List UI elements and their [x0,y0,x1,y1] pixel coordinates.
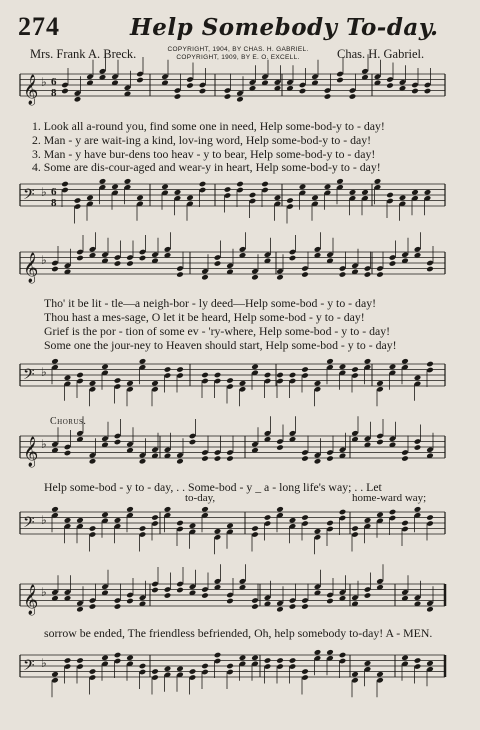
bass-clef-icon: 𝄢 [23,186,35,207]
note-head [74,197,82,204]
note-head [386,82,394,89]
note-head [324,183,332,190]
note-head [414,657,422,664]
note-head [251,603,259,610]
note-head [76,657,84,664]
note-head [139,663,147,670]
note-head [214,260,222,267]
note-head [364,660,372,667]
bass-clef-icon: 𝄢 [23,366,35,387]
note-head [189,522,197,529]
note-head [199,88,207,95]
note-head [276,506,284,513]
note-head [326,455,334,462]
note-head [414,374,422,381]
note-head [139,255,147,262]
flat-icon: ♭ [41,585,47,600]
note-head [364,592,372,599]
note-head [426,606,434,613]
note-head [176,587,184,594]
note-head [426,361,434,368]
note-head [249,192,257,199]
verse-line: 1. Look all a-round you, find some one in need, Help some-bod-y to - day! [32,119,385,133]
flat-icon: ♭ [41,656,47,671]
note-head [424,189,432,196]
note-head [201,274,209,281]
note-head [339,509,347,516]
verse-line: Some one the jour-ney to Heaven should start, Help some-bod - y to - day! [44,338,397,352]
note-head [361,189,369,196]
note-head [251,363,259,370]
time-signature: 8 [51,197,57,209]
chorus-echo-text: to-day, [185,492,216,504]
note-head [189,668,197,675]
flat-icon: ♭ [41,75,47,90]
note-head [301,271,309,278]
flat-icon: ♭ [41,513,47,528]
note-head [214,372,222,379]
note-head [264,514,272,521]
note-head [236,96,244,103]
note-head [339,363,347,370]
note-head [161,183,169,190]
note-head [164,592,172,599]
note-head [89,380,97,387]
note-head [376,271,384,278]
note-head [299,183,307,190]
note-head [251,654,259,661]
note-head [139,525,147,532]
note-head [101,511,109,518]
note-head [86,194,94,201]
note-head [214,455,222,462]
note-head [74,96,82,103]
note-head [264,657,272,664]
note-head [414,444,422,451]
note-head [186,82,194,89]
note-head [286,197,294,204]
note-head [224,93,232,100]
note-head [124,178,132,185]
note-head [201,372,209,379]
note-head [214,652,222,659]
note-head [224,186,232,193]
hymn-title: Help Somebody To-day. [130,14,439,41]
note-head [126,380,134,387]
note-head [164,366,172,373]
chorus-echo-text: home-ward way; [352,492,427,504]
note-head [226,377,234,384]
note-head [64,657,72,664]
chorus-line: Help some-bod - y to - day, . . Some-bod - y _ a - long life's way; . . Let [44,480,382,494]
note-head [151,587,159,594]
time-signature: 8 [51,87,57,99]
note-head [351,671,359,678]
note-head [289,657,297,664]
note-head [126,506,134,513]
note-head [176,271,184,278]
note-head [426,660,434,667]
hymn-number: 274 [18,12,60,41]
time-signature: 6 [51,186,57,198]
note-head [401,654,409,661]
note-head [311,194,319,201]
note-head [226,598,234,605]
note-head [174,189,182,196]
note-head [386,192,394,199]
note-head [76,517,84,524]
note-head [364,517,372,524]
note-head [314,528,322,535]
note-head [189,439,197,446]
note-head [301,455,309,462]
note-head [274,194,282,201]
note-head [226,455,234,462]
note-head [261,181,269,188]
note-head [236,181,244,188]
note-head [276,372,284,379]
note-head [76,606,84,613]
note-head [114,652,122,659]
note-head [289,603,297,610]
note-head [424,88,432,95]
flat-icon: ♭ [41,185,47,200]
note-head [289,517,297,524]
note-head [411,189,419,196]
note-head [301,366,309,373]
note-head [51,671,59,678]
chorus-line: sorrow be ended, The friendless befriended, Oh, help somebody to-day! A - MEN. [44,626,433,640]
note-head [89,603,97,610]
note-head [289,372,297,379]
note-head [326,598,334,605]
note-head [51,266,59,273]
note-head [426,266,434,273]
note-head [374,178,382,185]
note-head [151,668,159,675]
note-head [276,444,284,451]
note-head [299,88,307,95]
treble-clef-icon: 𝄞 [23,437,39,467]
author-credit: Mrs. Frank A. Breck. [30,47,137,61]
note-head [376,380,384,387]
note-head [136,77,144,84]
note-head [51,358,59,365]
note-head [99,178,107,185]
note-head [76,255,84,262]
note-head [376,511,384,518]
note-head [76,372,84,379]
note-head [201,506,209,513]
flat-icon: ♭ [41,365,47,380]
note-head [401,455,409,462]
note-head [336,77,344,84]
note-head [89,525,97,532]
note-head [126,654,134,661]
note-head [61,88,69,95]
note-head [389,509,397,516]
note-head [401,520,409,527]
note-head [101,654,109,661]
note-head [226,663,234,670]
note-head [314,649,322,656]
note-head [399,194,407,201]
note-head [351,525,359,532]
time-signature: 6 [51,76,57,88]
bass-clef-icon: 𝄢 [23,657,35,678]
note-head [239,654,247,661]
verse-line: Grief is the por - tion of some ev - 'ry-where, Help some-bod - y to - day! [44,324,391,338]
note-head [326,358,334,365]
note-head [151,514,159,521]
bass-clef-icon: 𝄢 [23,514,35,535]
note-head [139,358,147,365]
note-head [389,363,397,370]
note-head [176,366,184,373]
note-head [114,517,122,524]
note-head [314,380,322,387]
note-head [314,458,322,465]
note-head [414,506,422,513]
note-head [126,260,134,267]
note-head [336,178,344,185]
treble-clef-icon: 𝄞 [23,253,39,283]
note-head [276,657,284,664]
treble-clef-icon: 𝄞 [23,75,39,105]
note-head [126,598,134,605]
note-head [199,181,207,188]
note-head [339,652,347,659]
note-head [101,363,109,370]
note-head [301,603,309,610]
note-head [186,194,194,201]
note-head [111,183,119,190]
note-head [326,520,334,527]
note-head [389,260,397,267]
note-head [214,528,222,535]
note-head [239,380,247,387]
note-head [276,606,284,613]
note-head [251,525,259,532]
note-head [326,649,334,656]
note-head [64,374,72,381]
verse-line: 2. Man - y are wait-ing a kind, lov-ing word, Help some-bod-y to - day! [32,133,372,147]
note-head [164,506,172,513]
note-head [174,93,182,100]
note-head [201,663,209,670]
copyright-line-2: COPYRIGHT, 1909, BY E. O. EXCELL. [176,54,300,61]
note-head [139,458,147,465]
note-head [176,665,184,672]
note-head [51,506,59,513]
note-head [226,522,234,529]
note-head [301,514,309,521]
note-head [411,88,419,95]
verse-line: Tho' it be lit - tle—a neigh-bor - ly deed—Help some-bod - y to - day! [44,296,377,310]
note-head [201,455,209,462]
verse-line: 4. Some are dis-cour-aged and wear-y in heart, Help some-bod-y to - day! [32,160,381,174]
note-head [339,271,347,278]
flat-icon: ♭ [41,253,47,268]
note-head [164,665,172,672]
note-head [289,255,297,262]
composer-credit: Chas. H. Gabriel. [337,47,425,61]
verse-line: Thou hast a mes-sage, O let it be heard, Help some-bod - y to - day! [44,310,365,324]
note-head [376,439,384,446]
note-head [89,458,97,465]
note-head [89,668,97,675]
flat-icon: ♭ [41,437,47,452]
note-head [61,181,69,188]
note-head [136,194,144,201]
note-head [264,372,272,379]
note-head [176,520,184,527]
note-head [351,366,359,373]
note-head [426,514,434,521]
note-head [251,274,259,281]
verse-line: 3. Man - y have bur-dens too heav - y to bear, Help some-bod-y to - day! [32,147,376,161]
note-head [151,380,159,387]
note-head [114,377,122,384]
note-head [376,671,384,678]
note-head [201,592,209,599]
note-head [176,458,184,465]
copyright-line-1: COPYRIGHT, 1904, BY CHAS. H. GABRIEL. [167,46,309,53]
note-head [349,189,357,196]
note-head [64,517,72,524]
note-head [324,93,332,100]
chorus-label: Chorus. [50,416,87,427]
note-head [114,260,122,267]
note-head [276,274,284,281]
note-head [64,450,72,457]
note-head [114,439,122,446]
note-head [401,358,409,365]
treble-clef-icon: 𝄞 [23,585,39,615]
note-head [364,358,372,365]
note-head [301,668,309,675]
note-head [114,603,122,610]
note-head [349,93,357,100]
note-head [364,271,372,278]
